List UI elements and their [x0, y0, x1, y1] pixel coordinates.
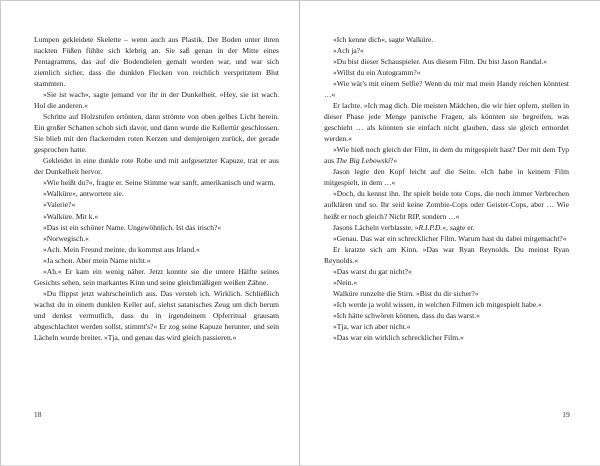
paragraph [34, 199, 279, 210]
text-run: Walküre runzelte die Stirn. »Bist du dir sicher?« [333, 288, 479, 298]
text-run: »Ich hätte schwören können, dass du das warst.« [333, 310, 480, 320]
text-run: »Sie ist wach«, sagte jemand vor ihr in der Dunkelheit. »Hey, sie ist wach. Hol die anderen.« [34, 90, 279, 111]
paragraph [34, 233, 279, 244]
text-run: »Ach. Mein Freund meinte, du kommst aus Irland.« [43, 244, 200, 254]
text-run: »Du bist dieser Schauspieler. Aus diesem Film. Du bist Jason Randal.« [333, 57, 548, 67]
text-run: »Doch, du kennst ihn. Ihr spielt beide tote Cops, die noch immer Verbrechen aufklären und so. Ihr seid keine Zombie-Cops oder Geister-Cops, aber … Wie heißt er noch gleich? Nicht RIP, sondern …« [324, 189, 569, 221]
text-run: Lumpen gekleidete Skelette – wenn auch aus Plastik. Der Boden unter ihren nackten Füßen fühlte sich klebrig an. Sie saß genau in der Mitte eines Pentagramms, das auf die Bodendielen gemalt worden war, und war sich ziemlich sicher, dass die dunklen Flecken von reichlich verspritztem Blut stammten. [34, 35, 279, 89]
paragraph [324, 67, 569, 78]
page-number-left: 18 [34, 410, 42, 419]
page-number-right: 19 [562, 410, 570, 419]
text-run: Gekleidet in eine dunkle rote Robe und mit aufgesetzter Kapuze, trat er aus der Dunkelheit hervor. [34, 156, 279, 177]
text-run: »Das warst du gar nicht?« [333, 266, 412, 276]
text-run: »Willst du ein Autogramm?« [333, 68, 421, 78]
text-run: «, sagte er. [442, 222, 475, 232]
text-run: »Wie wär's mit einem Selfie? Wenn du mir mal mein Handy reichen könntest …« [324, 79, 569, 100]
paragraph [324, 310, 569, 321]
text-run: »Ja schon. Aber mein Name nicht.« [43, 255, 151, 265]
text-run: Jasons Lächeln verblasste. » [333, 222, 419, 232]
text-run: »Ah.« Er kam ein wenig näher. Jetzt konnte sie die untere Hälfte seines Gesichts sehen, sein markantes Kinn und seine gleichmäßigen weißen Zähne. [34, 266, 279, 287]
paragraph [324, 332, 569, 343]
paragraph [324, 34, 569, 45]
paragraph [324, 144, 569, 166]
right-page-text-block [324, 34, 569, 343]
italic-title: The Big Lebowski [335, 156, 391, 166]
text-run: »Du flippst jetzt wahrscheinlich aus. Das versteh ich. Wirklich. Schließlich wachst du in einem dunklen Keller auf, siehst satanisches Zeug um dich herum und denkst vermutlich, dass du in irgendeinem Opferritual grausam abgeschlachtet werden sollst, stimmt's?« Er zog seine Kapuze herunter, und sein Lächeln wurde breiter. »Tja, und genau das wird gleich passieren.« [34, 288, 279, 342]
paragraph [34, 244, 279, 255]
text-run: »Ich kenne dich«, sagte Walküre. [333, 35, 434, 44]
paragraph [324, 288, 569, 299]
text-run: Er lachte. »Ich mag dich. Die meisten Mädchen, die wir hier opfern, stellen in dieser Phase jede Menge panische Fragen, als könnten sie begreifen, was geschieht … als könnten sie einfach nicht glauben, dass sie gleich ermordet werden.« [324, 101, 569, 144]
text-run: »Tja, war ich aber nicht.« [333, 321, 411, 331]
text-run: »Ich werde ja wohl wissen, in welchen Filmen ich mitgespielt habe.« [333, 299, 542, 309]
text-run: »Das ist ein schöner Name. Ungewöhnlich. Ist das irisch?« [43, 222, 222, 232]
paragraph [324, 188, 569, 221]
paragraph [324, 266, 569, 277]
paragraph [324, 222, 569, 233]
paragraph [34, 188, 279, 199]
paragraph [34, 255, 279, 266]
paragraph [324, 166, 569, 188]
paragraph [34, 34, 279, 89]
paragraph [324, 56, 569, 67]
text-run: »Walküre«, antwortete sie. [43, 189, 124, 199]
text-run: »Ach ja?« [333, 46, 364, 56]
left-page-text-block [34, 34, 279, 343]
text-run: »Das war ein wirklich schrecklicher Film.« [333, 332, 464, 342]
paragraph [34, 288, 279, 343]
text-run: ?« [390, 156, 398, 166]
text-run: Schritte auf Holzstufen ertönten, dann strömte von oben gelbes Licht herein. Ein großer Schatten schob sich davor, und dann wurde die Kellertür geschlossen. Sie blieb mit den flackernden roten Kerzen und demjenigen zurück, der gerade gesprochen hatte. [34, 112, 279, 155]
paragraph [324, 277, 569, 288]
paragraph [324, 100, 569, 144]
text-run: Er kratzte sich am Kinn. »Das war Ryan Reynolds. Du meinst Ryan Reynolds.« [324, 244, 569, 265]
text-run: »Wie heißt du?«, fragte er. Seine Stimme war sanft, amerikanisch und warm. [43, 178, 276, 188]
paragraph [34, 266, 279, 288]
text-run: Jason legte den Kopf leicht auf die Seite. »Ich habe in keinem Film mitgespielt, in dem …« [324, 167, 569, 188]
page-right [300, 1, 600, 465]
text-run: »Valerie?« [43, 200, 76, 210]
paragraph [324, 78, 569, 100]
text-run: »Wie hieß noch gleich der Film, in dem du mitgespielt hast? Der mit dem Typ aus [324, 145, 569, 166]
paragraph [324, 45, 569, 56]
paragraph [324, 233, 569, 244]
italic-title: R.I.P.D. [418, 222, 443, 232]
paragraph [34, 222, 279, 233]
paragraph [34, 89, 279, 111]
paragraph [34, 111, 279, 155]
text-run: »Norwegisch.« [43, 233, 89, 243]
page-left [1, 1, 300, 465]
paragraph [324, 244, 569, 266]
text-run: »Genau. Das war ein schrecklicher Film. Warum hast du dabei mitgemacht?« [333, 233, 567, 243]
text-run: »Nein.« [333, 277, 358, 287]
paragraph [34, 155, 279, 177]
paragraph [324, 321, 569, 332]
paragraph [34, 177, 279, 188]
text-run: »Walküre. Mit k.« [43, 211, 99, 221]
paragraph [324, 299, 569, 310]
paragraph [34, 211, 279, 222]
